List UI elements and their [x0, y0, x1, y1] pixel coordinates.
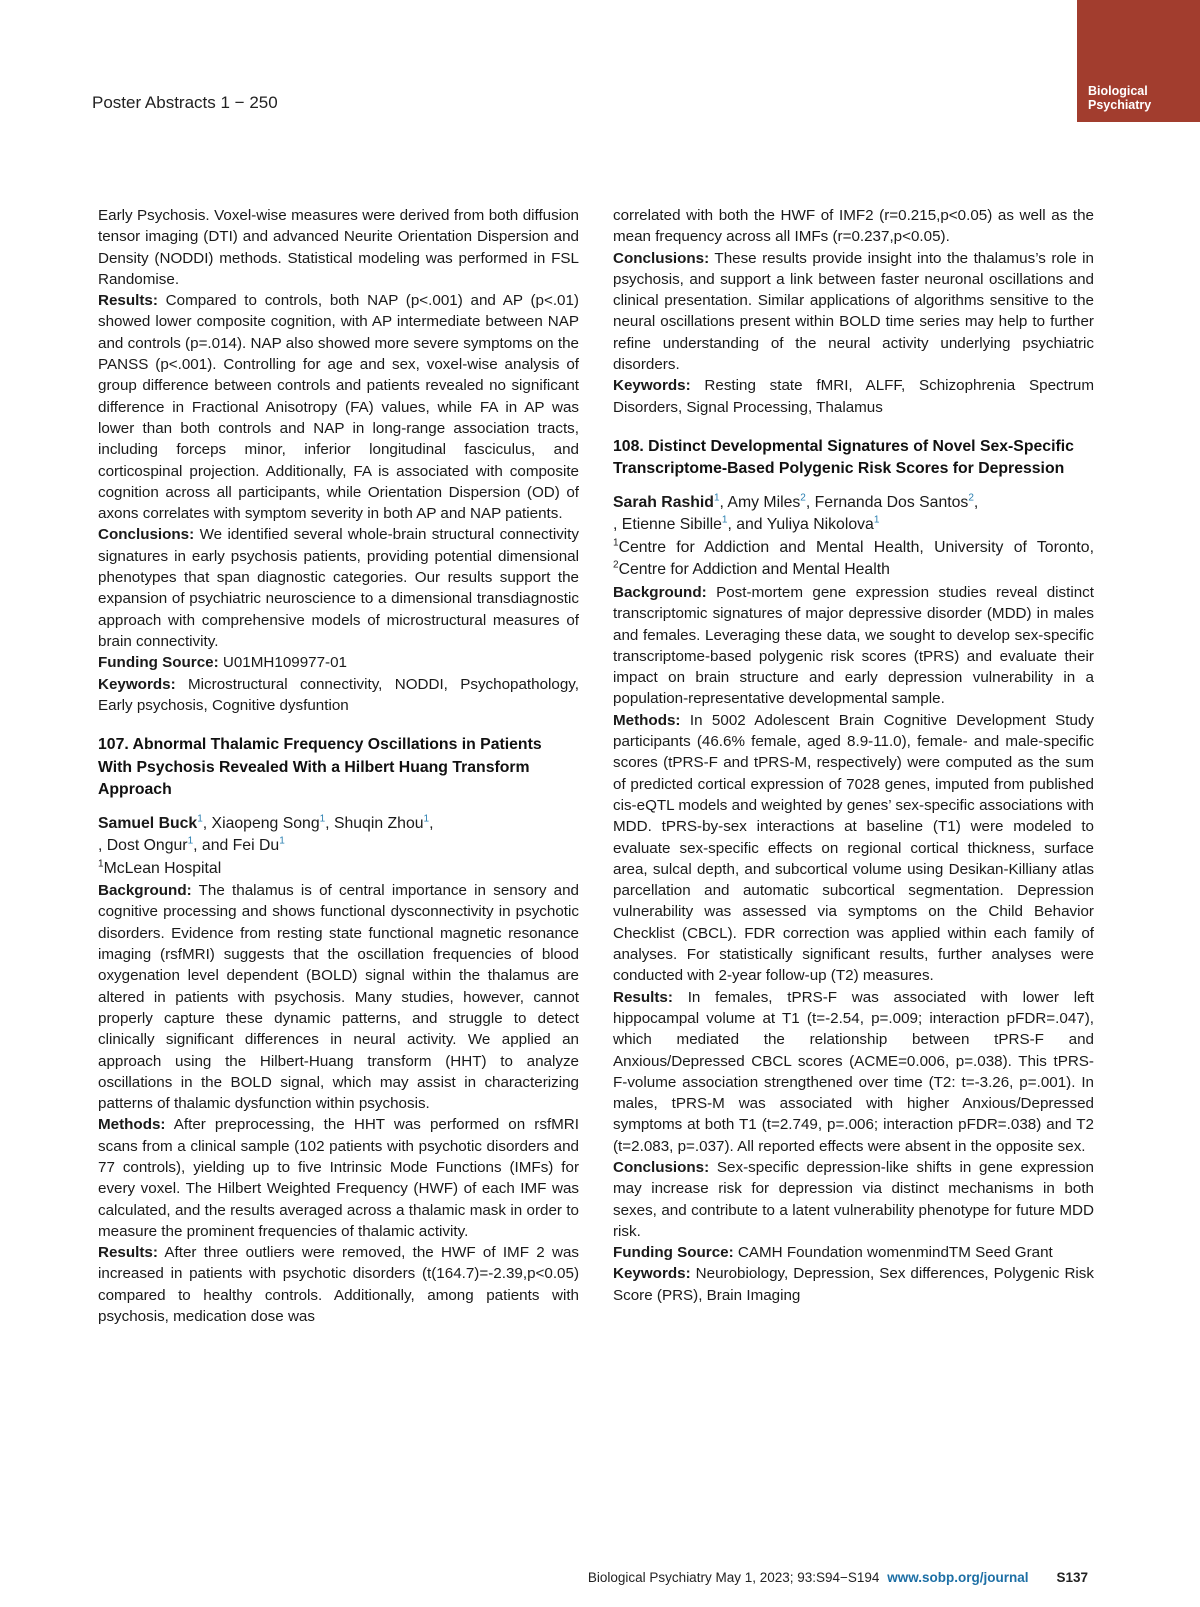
author-affiliation-sup: 1 — [319, 813, 326, 825]
funding-label: Funding Source: — [98, 654, 219, 672]
keywords-label: Keywords: — [613, 377, 691, 395]
author-name: , Etienne Sibille — [613, 516, 722, 534]
background-paragraph — [98, 880, 579, 1114]
author-affiliation-sup: 1 — [187, 835, 194, 847]
left-column — [98, 205, 579, 1327]
results-paragraph — [98, 1242, 579, 1327]
funding-paragraph — [98, 652, 579, 673]
author-name: Sarah Rashid — [613, 493, 714, 511]
affiliation-sup: 1 — [98, 858, 104, 870]
journal-badge — [1077, 0, 1200, 122]
affiliation-sup: 1 — [613, 537, 619, 549]
author-affiliation-sup: 1 — [279, 835, 285, 847]
keywords-paragraph — [613, 375, 1094, 418]
conclusions-paragraph — [613, 248, 1094, 376]
affiliation-text: Centre for Addiction and Mental Health — [618, 561, 890, 579]
abstract-108-authors: Sarah Rashid$^1$, Amy Miles$^2$, Fernanda Dos Santos$^2$, , Etienne Sibille$^1$, and Yuliya Nikolova$^1$ — [613, 492, 979, 534]
conclusions-paragraph — [98, 524, 579, 652]
running-head: Poster Abstracts 1 − 250 — [92, 93, 278, 112]
author-affiliation-sup: 2 — [968, 492, 974, 504]
affiliation-text: McLean Hospital — [103, 859, 222, 877]
abstract-107-authors: Samuel Buck$^1$, Xiaopeng Song$^1$, Shuqin Zhou$^1$, , Dost Ongur$^1$, and Fei Du$^1$ — [98, 813, 434, 855]
funding-text: CAMH Foundation womenmindTM Seed Grant — [737, 1244, 1053, 1262]
conclusions-label: Conclusions: — [613, 1158, 710, 1176]
keywords-label: Keywords: — [98, 675, 176, 693]
abstract-107-affiliation — [98, 858, 579, 881]
results-label: Results: — [98, 292, 158, 310]
right-column — [613, 205, 1094, 1306]
keywords-text: Resting state fMRI, ALFF, Schizophrenia Spectrum Disorders, Signal Processing, Thalamus — [613, 377, 1094, 416]
methods-paragraph — [98, 1114, 579, 1242]
author-name: , and Yuliya Nikolova — [727, 516, 874, 534]
keywords-text: Microstructural connectivity, NODDI, Psychopathology, Early psychosis, Cognitive dysfuntion — [98, 675, 579, 714]
keywords-label: Keywords: — [613, 1265, 691, 1283]
methods-text: After preprocessing, the HHT was performed on rsfMRI scans from a clinical sample (102 patients with psychotic disorders and 77 controls), yielding up to five Intrinsic Mode Functions (IMFs) for every voxel. The Hilbert Weighted Frequency (HWF) of each IMF was calculated, and the results averaged across a thalamic mask in order to measure the prominent frequencies of thalamic activity. — [98, 1116, 579, 1240]
author-affiliation-sup: 2 — [800, 492, 806, 504]
keywords-paragraph — [613, 1263, 1094, 1306]
conclusions-paragraph — [613, 1157, 1094, 1242]
journal-url-link[interactable]: www.sobp.org/journal — [887, 1570, 1029, 1585]
author-name: , Xiaopeng Song — [202, 814, 320, 832]
author-affiliation-sup: 1 — [423, 813, 430, 825]
author-affiliation-sup: 1 — [197, 813, 203, 825]
results-label: Results: — [98, 1244, 158, 1262]
conclusions-label: Conclusions: — [98, 526, 195, 544]
results-label: Results: — [613, 988, 673, 1006]
background-text: The thalamus is of central importance in sensory and cognitive processing and shows functional dysconnectivity in psychotic disorders. Evidence from resting state functional magnetic resonance imaging (rsfMRI) suggests that the oscillation frequencies of blood oxygenation level dependent (BOLD) signal within the thalamus are altered in patients with psychosis. Many studies, however, cannot properly capture these dynamic patterns, and struggle to detect clinically significant differences in neural activity. We applied an approach using the Hilbert-Huang transform (HHT) to analyze oscillations in the BOLD signal, which may assist in characterizing patterns of thalamic dysfunction within psychosis. — [98, 882, 579, 1113]
methods-text: In 5002 Adolescent Brain Cognitive Development Study participants (46.6% female, aged 8.9-11.0), female- and male-specific scores (tPRS-F and tPRS-M, respectively) were computed as the sum of predicted cortical expression of 7028 genes, imputed from published cis-eQTL models and weighted by genes’ sex-specific associations with MDD. tPRS-by-sex interactions at baseline (T1) were modeled to evaluate sex-specific effects on regional cortical thickness, surface area, sulcal depth, and subcortical volume using Desikan-Killiany atlas parcellation and automatic subcortical segmentation. Depression vulnerability was assessed via symptoms on the Child Behavior Checklist (CBCL). FDR correction was applied within each family of analyses. For statistically significant results, further analyses were conducted with 2-year follow-up (T2) measures. — [613, 711, 1094, 985]
abstract-107-title: 107. Abnormal Thalamic Frequency Oscillations in Patients With Psychosis Revealed With a Hilbert Huang Transform Approach — [98, 736, 542, 799]
footer-citation: Biological Psychiatry May 1, 2023; 93:S94−S194 — [587, 1570, 880, 1585]
funding-paragraph — [613, 1242, 1094, 1263]
funding-label: Funding Source: — [613, 1244, 734, 1262]
methods-label: Methods: — [613, 711, 681, 729]
journal-badge-line1: Biological — [1088, 84, 1148, 98]
results-paragraph — [98, 290, 579, 524]
background-paragraph — [613, 582, 1094, 710]
author-name: , Dost Ongur — [98, 837, 188, 855]
abstract-108-affiliation — [613, 537, 1094, 582]
page-footer — [588, 1570, 1088, 1585]
results-text: In females, tPRS-F was associated with lower left hippocampal volume at T1 (t=-2.54, p=.009; interaction pFDR=.047), which mediated the relationship between tPRS-F and Anxious/Depressed CBCL scores (ACME=0.006, p=.038). This tPRS-F-volume association strengthened over time (T2: t=-3.26, p=.001). In males, tPRS-M was associated with higher Anxious/Depressed symptoms at both T1 (t=2.749, p=.006; interaction pFDR=.038) and T2 (t=2.083, p=.037). All reported effects were absent in the opposite sex. — [613, 988, 1094, 1155]
conclusions-label: Conclusions: — [613, 249, 710, 267]
affiliation-text: Centre for Addiction and Mental Health, University of Toronto, — [618, 538, 1094, 556]
continued-methods: Early Psychosis. Voxel-wise measures were derived from both diffusion tensor imaging (DTI) and advanced Neurite Orientation Dispersion and Density (NODDI) methods. Statistical modeling was performed in FSL Randomise. — [98, 207, 579, 288]
author-affiliation-sup: 1 — [713, 492, 720, 504]
background-label: Background: — [613, 583, 707, 601]
background-text: Post-mortem gene expression studies reveal distinct transcriptomic signatures of major depressive disorder (MDD) in males and females. Leveraging these data, we sought to develop sex-specific transcriptome-based polygenic risk scores (tPRS) and evaluate their impact on brain structure and early depression vulnerability in a population-representative developmental sample. — [613, 583, 1094, 708]
results-text: Compared to controls, both NAP (p<.001) and AP (p<.01) showed lower composite cognition, with AP intermediate between NAP and controls (p=.014). NAP also showed more severe symptoms on the PANSS (p<.001). Controlling for age and sex, voxel-wise analysis of group difference between controls and patients revealed no significant difference in Fractional Anisotropy (FA) values, while FA in AP was lower than both controls and NAP in long-range association tracts, including forceps minor, inferior longitudinal fasciculus, and corticospinal projection. Additionally, FA is associated with composite cognition across all participants, while Orientation Dispersion (OD) of axons correlates with symptom severity in both AP and NAP patients. — [98, 292, 579, 523]
conclusions-text: We identified several whole-brain structural connectivity signatures in early psychosis patients, providing potential dimensional phenotypes that span diagnostic categories. Our results support the expansion of psychiatric neuroscience to a dimensional transdiagnostic approach with comprehensive models of microstructural measures of brain connectivity. — [98, 526, 579, 650]
affiliation-sup: 2 — [613, 560, 619, 572]
keywords-paragraph — [98, 674, 579, 717]
continued-results: correlated with both the HWF of IMF2 (r=0.215,p<0.05) as well as the mean frequency across all IMFs (r=0.237,p<0.05). — [613, 207, 1094, 246]
author-affiliation-sup: 1 — [721, 515, 728, 527]
keywords-text: Neurobiology, Depression, Sex differences, Polygenic Risk Score (PRS), Brain Imaging — [613, 1265, 1094, 1304]
background-label: Background: — [98, 882, 192, 900]
funding-text: U01MH109977-01 — [222, 654, 348, 672]
conclusions-text: These results provide insight into the thalamus’s role in psychosis, and support a link between faster neuronal oscillations and clinical presentation. Similar applications of algorithms sensitive to the neural oscillations present within BOLD time series may help to further refine understanding of the neural activity underlying psychiatric disorders. — [613, 249, 1094, 374]
journal-badge-line2: Psychiatry — [1088, 98, 1152, 112]
author-name: , Fernanda Dos Santos — [805, 493, 969, 511]
author-name: Samuel Buck — [98, 814, 198, 832]
author-name: , Shuqin Zhou — [325, 814, 424, 832]
abstract-108-title: 108. Distinct Developmental Signatures of Novel Sex-Specific Transcriptome-Based Polygenic Risk Scores for Depression — [613, 437, 1074, 478]
methods-paragraph — [613, 710, 1094, 987]
conclusions-text: Sex-specific depression-like shifts in gene expression may increase risk for depression via distinct mechanisms in both sexes, and contribute to a latent vulnerability phenotype for future MDD risk. — [613, 1158, 1094, 1240]
author-name: , and Fei Du — [193, 837, 280, 855]
results-text: After three outliers were removed, the HWF of IMF 2 was increased in patients with psychotic disorders (t(164.7)=-2.39,p<0.05) compared to healthy controls. Additionally, among patients with psychosis, medication dose was — [98, 1244, 579, 1326]
author-affiliation-sup: 1 — [873, 515, 880, 527]
results-paragraph — [613, 987, 1094, 1157]
author-name: , Amy Miles — [719, 493, 801, 511]
page-number: S137 — [1056, 1570, 1088, 1585]
methods-label: Methods: — [98, 1116, 166, 1134]
